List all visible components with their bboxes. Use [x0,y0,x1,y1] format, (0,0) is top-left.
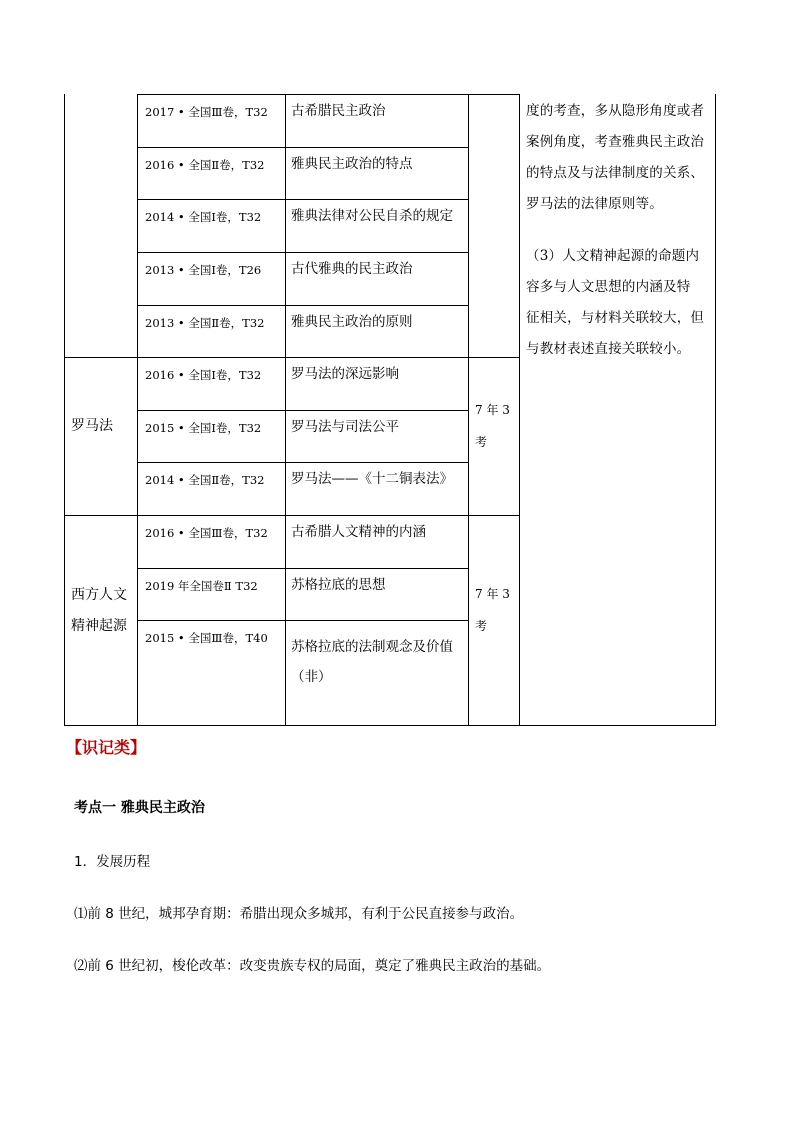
note-line: 容多与人文思想的内涵及特 [526,279,691,295]
table-rule [137,568,469,569]
list-item-title: 1．发展历程 [74,854,151,870]
table-rule [137,462,469,463]
table-rule [137,620,469,621]
frequency-roman-law: 考 [475,435,488,449]
note-line: 征相关，与材料关联较大，但 [526,310,705,326]
table-cell-topic: 雅典民主政治的原则 [291,314,413,330]
category-humanism: 西方人文 [71,587,127,603]
table-cell-topic: 苏格拉底的法制观念及价值 [291,639,453,655]
table-cell-topic: 古希腊民主政治 [291,103,386,119]
table-cell-source: 2015 • 全国Ⅲ卷，T40 [145,631,268,645]
table-rule [137,252,469,253]
note-line: 罗马法的法律原则等。 [526,196,663,212]
table-cell-topic: 雅典民主政治的特点 [291,156,413,172]
table-rule [137,305,469,306]
table-cell-source: 2014 • 全国Ⅰ卷，T32 [145,210,262,224]
table-cell-topic: 古代雅典的民主政治 [291,261,413,277]
table-rule [285,147,469,148]
note-line: 与教材表述直接关联较小。 [526,341,691,357]
paragraph: ⑴前 8 世纪，城邦孕育期：希腊出现众多城邦，有利于公民直接参与政治。 [74,906,524,922]
table-cell-source: 2013 • 全国Ⅱ卷，T32 [145,316,265,330]
category-roman-law: 罗马法 [71,418,113,434]
table-cell-source: 2016 • 全国Ⅱ卷，T32 [145,158,265,172]
table-rule [137,410,469,411]
table-cell-topic: 罗马法——《十二铜表法》 [291,471,453,487]
table-cell-topic: 雅典法律对公民自杀的规定 [291,208,453,224]
note-line: 度的考查，多从隐形角度或者 [526,103,705,119]
note-line: 的特点及与法律制度的关系、 [526,165,705,181]
table-border-bottom [64,725,716,726]
table-divider [519,94,520,726]
table-cell-topic: 苏格拉底的思想 [291,577,386,593]
frequency-humanism: 7 年 3 [475,587,510,601]
exam-table [64,94,716,726]
table-cell-source: 2019 年全国卷Ⅱ T32 [145,579,258,593]
table-border-left [64,94,65,726]
table-rule [64,357,520,358]
table-cell-topic: 罗马法的深远影响 [291,366,399,382]
table-border-right [715,94,716,726]
table-cell-topic: 罗马法与司法公平 [291,419,399,435]
frequency-roman-law: 7 年 3 [475,403,510,417]
category-humanism: 精神起源 [71,618,127,634]
table-cell-source: 2014 • 全国Ⅱ卷，T32 [145,473,265,487]
paragraph: ⑵前 6 世纪初，梭伦改革：改变贵族专权的局面，奠定了雅典民主政治的基础。 [74,958,551,974]
table-rule [137,94,520,95]
table-cell-source: 2016 • 全国Ⅰ卷，T32 [145,368,262,382]
table-cell-source: 2017 • 全国Ⅲ卷，T32 [145,105,268,119]
table-cell-source: 2016 • 全国Ⅲ卷，T32 [145,526,268,540]
table-rule [137,199,469,200]
note-line: 案例角度，考查雅典民主政治 [526,134,705,150]
note-line: （3）人文精神起源的命题内 [526,248,700,264]
table-cell-source: 2013 • 全国Ⅰ卷，T26 [145,263,262,277]
frequency-humanism: 考 [475,619,488,633]
section-heading: 【识记类】 [66,738,147,757]
table-rule [137,147,286,148]
table-cell-topic: （非） [291,669,332,685]
table-cell-topic: 古希腊人文精神的内涵 [291,524,426,540]
table-cell-source: 2015 • 全国Ⅰ卷，T32 [145,421,262,435]
table-rule [64,515,520,516]
kaodian-title: 考点一 雅典民主政治 [74,800,205,816]
